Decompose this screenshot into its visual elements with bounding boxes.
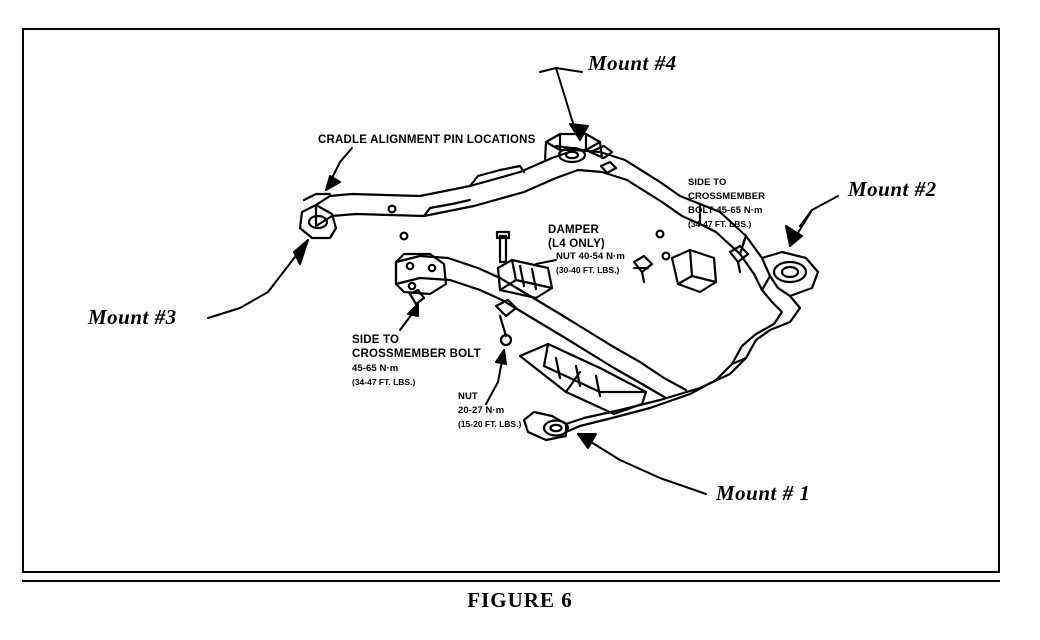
callout-side-to-crossmember-right-line4: (34-47 FT. LBS.) xyxy=(688,219,752,229)
callout-side-to-crossmember-left-line4: (34-47 FT. LBS.) xyxy=(352,377,416,387)
callout-cradle-alignment-pins: CRADLE ALIGNMENT PIN LOCATIONS xyxy=(318,134,536,146)
callout-side-to-crossmember-right-line3: BOLT 45-65 N·m xyxy=(688,205,763,216)
callout-nut-right-line2: (30-40 FT. LBS.) xyxy=(556,265,620,275)
callout-mount-2: Mount #2 xyxy=(848,177,937,201)
callout-side-to-crossmember-left-line2: CROSSMEMBER BOLT xyxy=(352,348,481,360)
callout-damper-subtitle: (L4 ONLY) xyxy=(548,238,605,250)
callout-nut-right-line1: NUT 40-54 N·m xyxy=(556,251,625,262)
callout-side-to-crossmember-left-line3: 45-65 N·m xyxy=(352,363,399,374)
figure-caption: FIGURE 6 xyxy=(467,588,573,612)
callout-side-to-crossmember-left-line1: SIDE TO xyxy=(352,334,400,346)
callout-nut-left-line1: NUT xyxy=(458,391,478,402)
callout-side-to-crossmember-right-line1: SIDE TO xyxy=(688,177,727,188)
callout-nut-left-line3: (15-20 FT. LBS.) xyxy=(458,419,522,429)
callout-nut-left-line2: 20-27 N·m xyxy=(458,405,505,416)
callout-mount-3: Mount #3 xyxy=(88,305,177,329)
callout-mount-4: Mount #4 xyxy=(588,51,677,75)
callout-mount-1: Mount # 1 xyxy=(716,481,811,505)
caption-divider xyxy=(22,580,1000,582)
figure-border xyxy=(22,28,1000,573)
callout-damper-title: DAMPER xyxy=(548,224,600,236)
callout-side-to-crossmember-right-line2: CROSSMEMBER xyxy=(688,191,766,202)
